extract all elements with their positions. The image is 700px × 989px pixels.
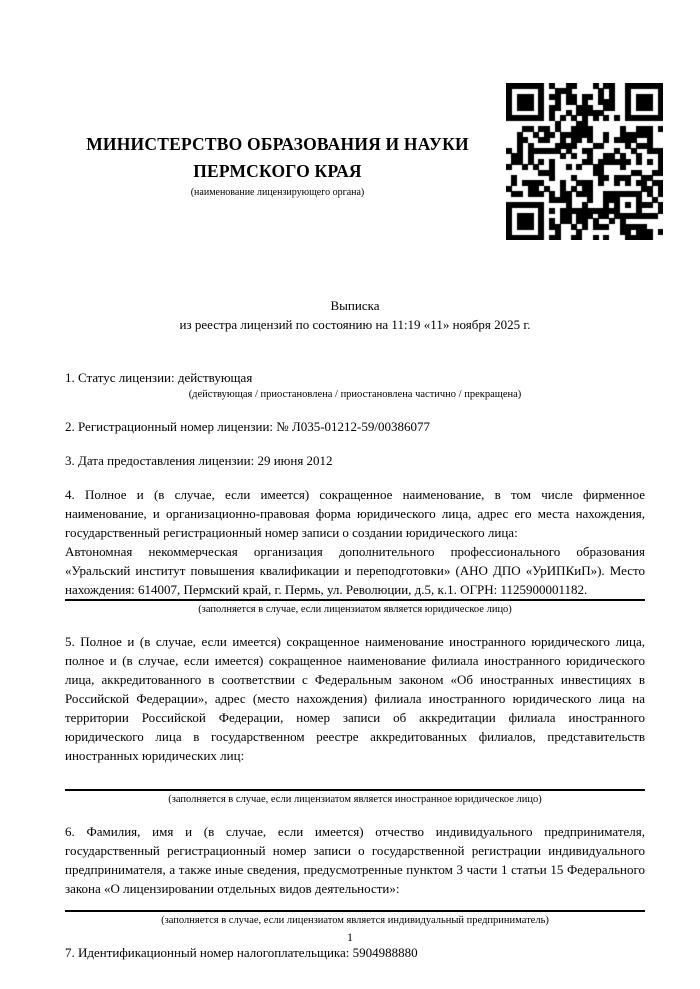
authority-title-line2: ПЕРМСКОГО КРАЯ [193, 161, 362, 182]
legal-entity-rule [65, 599, 645, 601]
qr-code [506, 83, 663, 240]
item-individual-entrepreneur [65, 822, 645, 928]
document-title-block [65, 296, 645, 334]
authority-subtitle: (наименование лицензирующего органа) [190, 187, 365, 199]
document-title-line2: из реестра лицензий по состоянию на 11:19 «11» ноября 2025 г. [179, 317, 531, 332]
individual-entrepreneur-rule [65, 910, 645, 912]
document-title-line1: Выписка [330, 298, 380, 313]
item-legal-entity [65, 485, 645, 617]
foreign-entity-rule [65, 789, 645, 791]
grant-date-text: 3. Дата предоставления лицензии: 29 июня 2012 [65, 453, 333, 468]
document-body [65, 368, 645, 962]
item-registration-number [65, 417, 645, 436]
individual-entrepreneur-note: (заполняется в случае, если лицензиатом является индивидуальный предприниматель) [161, 915, 549, 926]
license-status-text: 1. Статус лицензии: действующая [65, 370, 253, 385]
item-foreign-entity [65, 632, 645, 807]
legal-entity-text: 4. Полное и (в случае, если имеется) сокращенное наименование, в том числе фирменное наименование, и организационно-правовая форма юридического лица, адрес его места нахождения, государственный регистрационный номер записи о создании юридического лица: [65, 487, 645, 540]
issuing-authority-block [65, 131, 490, 198]
item-grant-date [65, 451, 645, 470]
authority-title-line1: МИНИСТЕРСТВО ОБРАЗОВАНИЯ И НАУКИ [86, 134, 469, 154]
page-number: 1 [347, 930, 353, 944]
item-inn [65, 943, 645, 962]
foreign-entity-note: (заполняется в случае, если лицензиатом является иностранное юридическое лицо) [168, 794, 542, 805]
item-license-status [65, 368, 645, 402]
individual-entrepreneur-text: 6. Фамилия, имя и (в случае, если имеется) отчество индивидуального предпринимателя, государственный регистрационный номер записи о государственной регистрации индивидуального предпринимателя, а также иные сведения, предусмотренные пунктом 3 части 1 статьи 15 Федерального закона «О лицензировании отдельных видов деятельности»: [65, 824, 645, 896]
inn-text: 7. Идентификационный номер налогоплательщика: 5904988880 [65, 945, 418, 960]
legal-entity-value: Автономная некоммерческая организация дополнительного профессионального образования «Уральский институт повышения квалификации и переподготовки» (АНО ДПО «УрИПКиП»). Место нахождения: 614007, Пермский край, г. Пермь, ул. Революции, д.5, к.1. ОГРН: 1125900001182. [65, 544, 645, 597]
legal-entity-note: (заполняется в случае, если лицензиатом является юридическое лицо) [198, 604, 512, 615]
document-header [65, 0, 645, 240]
license-status-note: (действующая / приостановлена / приостановлена частично / прекращена) [188, 389, 522, 400]
registration-number-text: 2. Регистрационный номер лицензии: № Л035-01212-59/00386077 [65, 419, 431, 434]
foreign-entity-text: 5. Полное и (в случае, если имеется) сокращенное наименование иностранного юридического лица, полное и (в случае, если имеется) сокращенное наименование филиала иностранного юридического лица, аккредитованного в соответствии с Федеральным законом «Об иностранных инвестициях в Российской Федерации», адрес (место нахождения) филиала иностранного юридического лица на территории Российской Федерации, номер записи об аккредитации филиала иностранного юридического лица в государственном реестре аккредитованных филиалов, представительств иностранных юридических лиц: [65, 634, 645, 763]
